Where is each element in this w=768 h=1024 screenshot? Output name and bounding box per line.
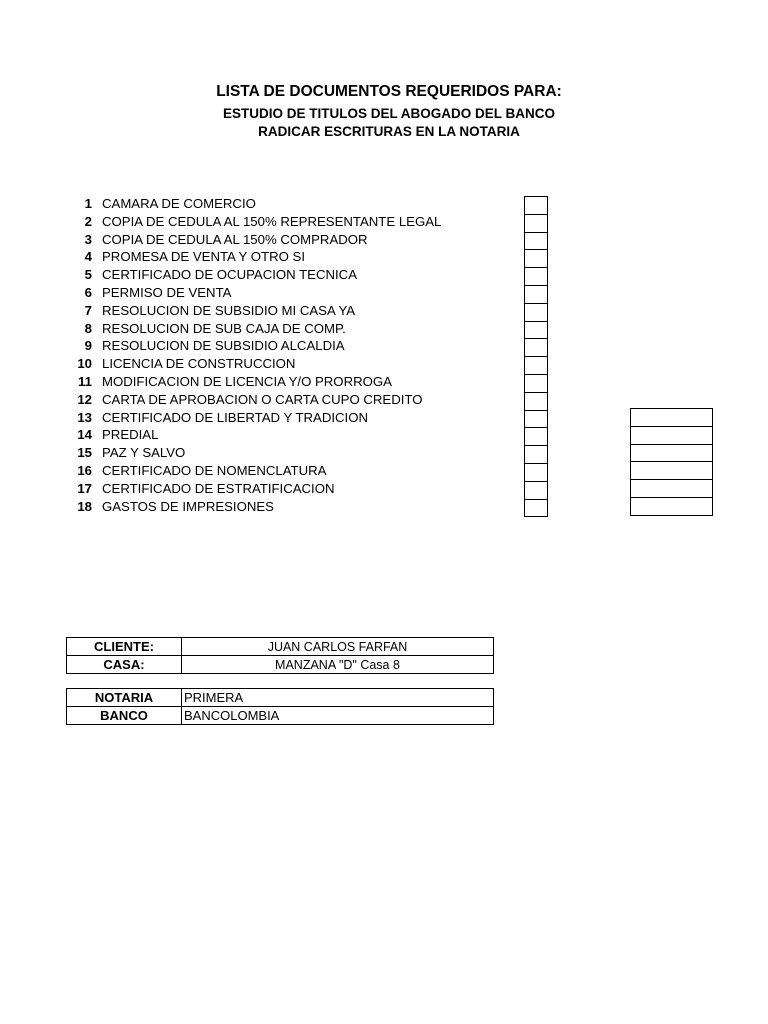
list-item — [70, 498, 530, 516]
page-subtitle-2: RADICAR ESCRITURAS EN LA NOTARIA — [258, 124, 520, 139]
list-item — [70, 426, 530, 444]
check-box[interactable] — [525, 500, 547, 518]
item-label: COPIA DE CEDULA AL 150% REPRESENTANTE LEGAL — [102, 213, 442, 229]
item-number: 1 — [84, 196, 92, 211]
item-label: CERTIFICADO DE OCUPACION TECNICA — [102, 267, 357, 283]
banco-label: BANCO — [67, 707, 182, 725]
item-number: 17 — [77, 480, 92, 496]
item-number: 12 — [77, 391, 92, 407]
check-box[interactable] — [525, 250, 547, 268]
notary-bank-table — [66, 688, 494, 725]
check-box[interactable] — [525, 322, 547, 340]
check-box[interactable] — [525, 428, 547, 446]
check-box[interactable] — [525, 357, 547, 375]
check-box[interactable] — [525, 464, 547, 482]
check-box[interactable] — [525, 482, 547, 500]
list-item — [70, 320, 530, 338]
checkbox-column-1 — [524, 196, 548, 517]
item-label: CERTIFICADO DE NOMENCLATURA — [102, 462, 327, 478]
list-item — [70, 337, 530, 355]
page-title: LISTA DE DOCUMENTOS REQUERIDOS PARA: — [216, 83, 562, 100]
check-box-secondary[interactable] — [631, 462, 712, 480]
item-number: 3 — [84, 231, 92, 247]
check-box-secondary[interactable] — [631, 427, 712, 445]
check-box[interactable] — [525, 393, 547, 411]
document-list — [70, 195, 530, 515]
item-number: 15 — [77, 445, 92, 461]
notaria-label: NOTARIA — [67, 689, 182, 707]
check-box[interactable] — [525, 339, 547, 357]
banco-value[interactable]: BANCOLOMBIA — [182, 707, 494, 725]
item-label: PROMESA DE VENTA Y OTRO SI — [102, 249, 305, 265]
item-label: PERMISO DE VENTA — [102, 284, 232, 300]
notaria-row — [67, 689, 494, 707]
check-box-secondary[interactable] — [631, 480, 712, 498]
list-item — [70, 373, 530, 391]
casa-row — [67, 656, 494, 674]
item-label: RESOLUCION DE SUBSIDIO ALCALDIA — [102, 338, 345, 354]
page-subtitle-1: ESTUDIO DE TITULOS DEL ABOGADO DEL BANCO — [222, 106, 555, 121]
list-item — [70, 302, 530, 320]
casa-label: CASA: — [67, 656, 182, 674]
list-item — [70, 248, 530, 266]
list-item — [70, 266, 530, 284]
list-item — [70, 355, 530, 373]
item-label: MODIFICACION DE LICENCIA Y/O PRORROGA — [102, 373, 392, 389]
check-box[interactable] — [525, 446, 547, 464]
item-label: GASTOS DE IMPRESIONES — [102, 498, 274, 514]
item-label: PAZ Y SALVO — [102, 445, 186, 461]
check-box-secondary[interactable] — [631, 409, 712, 427]
item-number: 10 — [77, 356, 92, 372]
notaria-value[interactable]: PRIMERA — [182, 689, 494, 707]
checkbox-column-2 — [630, 408, 713, 516]
client-row — [67, 638, 494, 656]
item-number: 7 — [84, 302, 92, 318]
item-label: RESOLUCION DE SUBSIDIO MI CASA YA — [102, 302, 356, 318]
list-item — [70, 462, 530, 480]
list-item — [70, 480, 530, 498]
item-label: CERTIFICADO DE ESTRATIFICACION — [102, 480, 335, 496]
list-item — [70, 391, 530, 409]
item-number: 14 — [77, 427, 92, 443]
cliente-label: CLIENTE: — [67, 638, 182, 656]
check-box[interactable] — [525, 197, 547, 215]
item-number: 13 — [77, 409, 92, 425]
check-box-secondary[interactable] — [631, 445, 712, 463]
item-label: COPIA DE CEDULA AL 150% COMPRADOR — [102, 231, 368, 247]
check-box[interactable] — [525, 411, 547, 429]
check-box[interactable] — [525, 375, 547, 393]
list-item — [70, 444, 530, 462]
check-box[interactable] — [525, 304, 547, 322]
cliente-value[interactable]: JUAN CARLOS FARFAN — [182, 638, 494, 656]
list-item — [70, 213, 530, 231]
item-label: CERTIFICADO DE LIBERTAD Y TRADICION — [102, 409, 369, 425]
list-item — [70, 195, 530, 213]
item-number: 4 — [84, 249, 92, 265]
item-label: CAMARA DE COMERCIO — [102, 196, 256, 211]
check-box[interactable] — [525, 286, 547, 304]
check-box[interactable] — [525, 233, 547, 251]
item-label: LICENCIA DE CONSTRUCCION — [102, 356, 296, 372]
list-item — [70, 409, 530, 427]
item-number: 16 — [77, 462, 92, 478]
item-number: 2 — [84, 213, 92, 229]
item-label: PREDIAL — [102, 427, 159, 443]
casa-value[interactable]: MANZANA "D" Casa 8 — [182, 656, 494, 674]
item-number: 11 — [78, 373, 92, 389]
item-number: 6 — [84, 284, 92, 300]
check-box[interactable] — [525, 215, 547, 233]
item-number: 18 — [77, 498, 92, 514]
check-box-secondary[interactable] — [631, 498, 712, 516]
client-table — [66, 637, 494, 674]
list-item — [70, 284, 530, 302]
item-number: 9 — [84, 338, 92, 354]
banco-row — [67, 707, 494, 725]
item-number: 8 — [84, 320, 92, 336]
item-label: RESOLUCION DE SUB CAJA DE COMP. — [102, 320, 346, 336]
item-number: 5 — [84, 267, 92, 283]
list-item — [70, 231, 530, 249]
check-box[interactable] — [525, 268, 547, 286]
item-label: CARTA DE APROBACION O CARTA CUPO CREDITO — [102, 391, 423, 407]
